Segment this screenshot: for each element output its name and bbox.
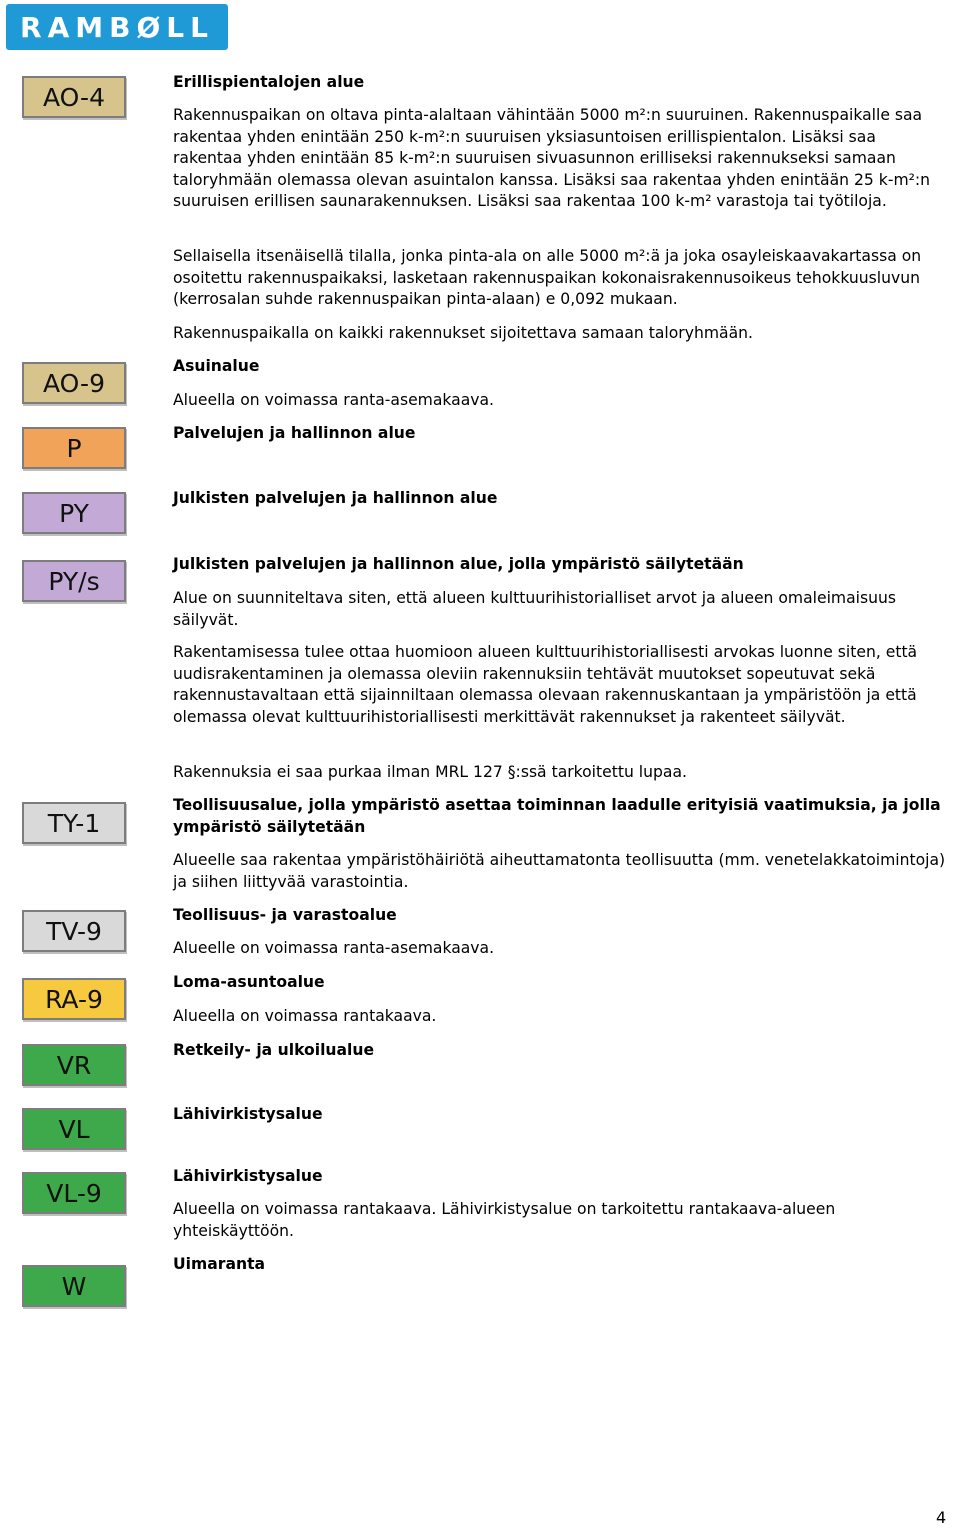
paragraph-vl-9: Alueella on voimassa rantakaava. Lähivirkistysalue on tarkoitettu rantakaava-alueen yhteiskäyttöön. bbox=[173, 1200, 836, 1240]
logo-text: RAMBØLL bbox=[20, 10, 214, 44]
ramboll-logo bbox=[6, 4, 228, 50]
paragraph-py-s-3: Rakennuksia ei saa purkaa ilman MRL 127 §:ssä tarkoitettu lupaa. bbox=[173, 763, 687, 781]
heading-p: Palvelujen ja hallinnon alue bbox=[173, 424, 416, 442]
heading-ra-9: Loma-asuntoalue bbox=[173, 973, 325, 991]
paragraph-tv-9: Alueelle on voimassa ranta-asemakaava. bbox=[173, 939, 495, 957]
badge-vl: VL bbox=[22, 1108, 126, 1150]
page-number: 4 bbox=[936, 1508, 947, 1527]
heading-vl: Lähivirkistysalue bbox=[173, 1105, 323, 1123]
heading-vr: Retkeily- ja ulkoilualue bbox=[173, 1041, 375, 1059]
badge-py: PY bbox=[22, 492, 126, 534]
badge-ty-1: TY-1 bbox=[22, 802, 126, 844]
badge-vl-9: VL-9 bbox=[22, 1172, 126, 1214]
paragraph-ao-9: Alueella on voimassa ranta-asemakaava. bbox=[173, 391, 495, 409]
paragraph-ao-4-1: Rakennuspaikan on oltava pinta-alaltaan vähintään 5000 m²:n suuruinen. Rakennuspaikalle saa rakentaa yhden enintään 250 k-m²:n suuruisen yksiasuntoisen erillispientalon. Lisäksi saa rakentaa yhden enintään 85 k-m²:n suuruisen sivuasunnon erilliseksi rakennukseksi samaan taloryhmään olemassa olevan asuintalon kanssa. Lisäksi saa rakentaa yhden enintään 25 k-m²:n suuruisen erillisen saunarakennuksen. Lisäksi saa rakentaa 100 k-m² varastoja tai työtiloja. bbox=[173, 106, 931, 211]
heading-py: Julkisten palvelujen ja hallinnon alue bbox=[173, 489, 498, 507]
heading-vl-9: Lähivirkistysalue bbox=[173, 1167, 323, 1185]
badge-w: W bbox=[22, 1265, 126, 1307]
heading-py-s: Julkisten palvelujen ja hallinnon alue, jolla ympäristö säilytetään bbox=[173, 555, 744, 573]
heading-tv-9: Teollisuus- ja varastoalue bbox=[173, 906, 397, 924]
paragraph-ra-9: Alueella on voimassa rantakaava. bbox=[173, 1007, 437, 1025]
paragraph-ao-4-2: Sellaisella itsenäisellä tilalla, jonka pinta-ala on alle 5000 m²:ä ja joka osayleiskaavakartassa on osoitettu rakennuspaikaksi, lasketaan rakennuspaikan kokonaisrakennusoikeus tehokkuusluvun (kerrosalan suhde rakennuspaikan pinta-alaan) e 0,092 mukaan. bbox=[173, 247, 922, 309]
badge-ra-9: RA-9 bbox=[22, 978, 126, 1020]
paragraph-py-s-1: Alue on suunniteltava siten, että alueen kulttuurihistorialliset arvot ja alueen omaleimaisuus säilyvät. bbox=[173, 589, 897, 629]
badge-py-s: PY/s bbox=[22, 560, 126, 602]
paragraph-py-s-2: Rakentamisessa tulee ottaa huomioon alueen kulttuurihistoriallisesti arvokas luonne siten, että uudisrakentaminen ja olemassa oleviin rakennuksiin tehtävät muutokset sopeutuvat sekä rakennustavaltaan että sijainniltaan olemassa olevaan rakennuskantaan ja ympäristöön ja että olemassa olevat kulttuurihistoriallisesti merkittävät rakennukset ja rakenteet säilyvät. bbox=[173, 643, 918, 726]
badge-tv-9: TV-9 bbox=[22, 910, 126, 952]
paragraph-ty-1: Alueelle saa rakentaa ympäristöhäiriötä aiheuttamatonta teollisuutta (mm. venetelakkatoimintoja) ja siihen liittyvää varastointia. bbox=[173, 851, 946, 891]
badge-ao-9: AO-9 bbox=[22, 362, 126, 404]
heading-ao-9: Asuinalue bbox=[173, 357, 260, 375]
heading-w: Uimaranta bbox=[173, 1255, 266, 1273]
paragraph-ao-4-3: Rakennuspaikalla on kaikki rakennukset sijoitettava samaan taloryhmään. bbox=[173, 324, 753, 342]
badge-p: P bbox=[22, 427, 126, 469]
badge-vr: VR bbox=[22, 1044, 126, 1086]
heading-ty-1: Teollisuusalue, jolla ympäristö asettaa toiminnan laadulle erityisiä vaatimuksia, ja jolla ympäristö säilytetään bbox=[173, 796, 941, 836]
badge-ao-4: AO-4 bbox=[22, 76, 126, 118]
heading-ao-4: Erillispientalojen alue bbox=[173, 73, 365, 91]
